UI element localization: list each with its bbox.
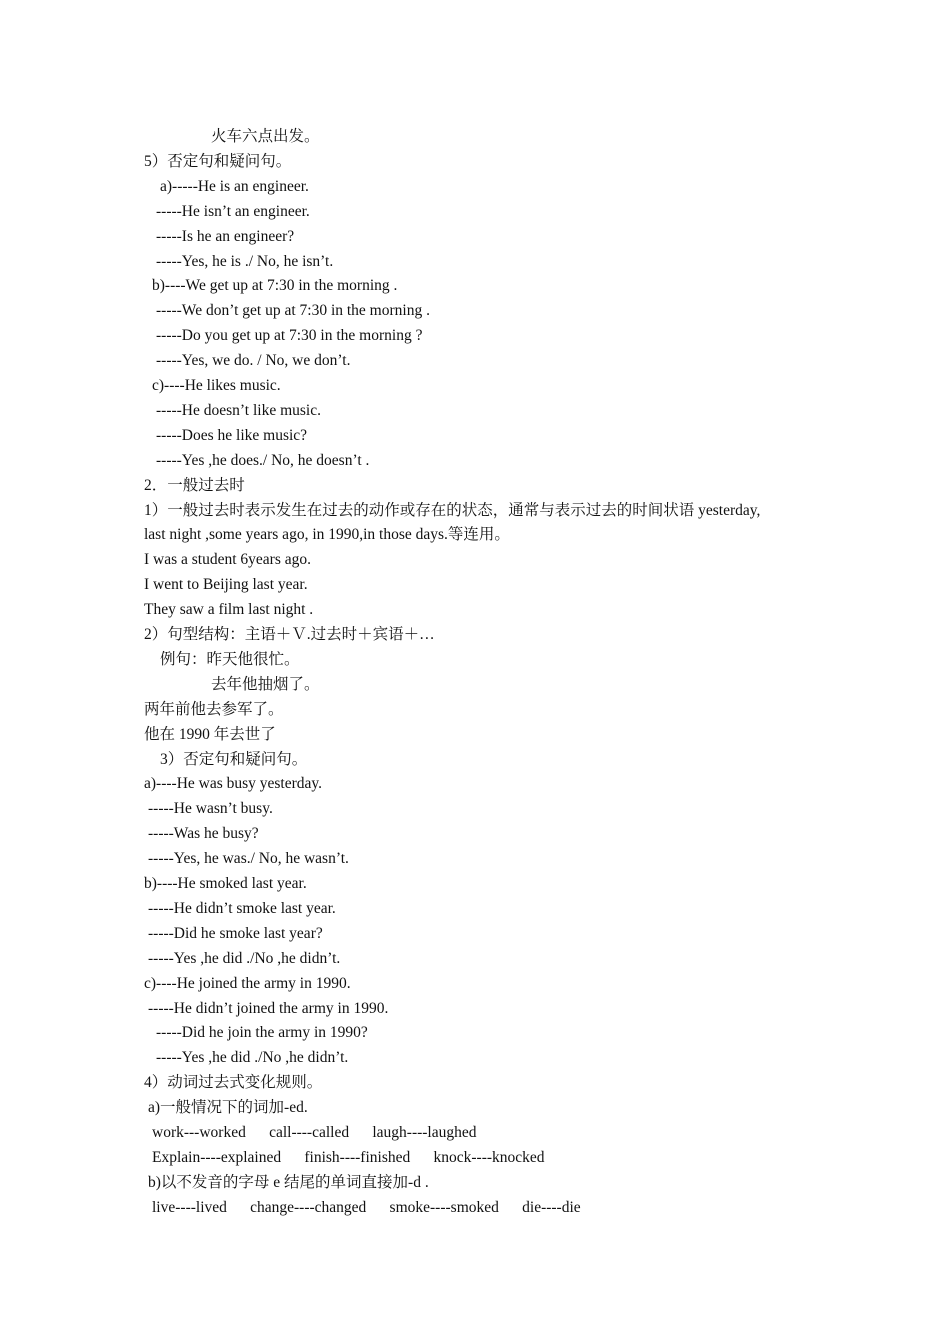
text-line: a)-----He is an engineer.: [160, 177, 309, 195]
text-line: c)----He likes music.: [152, 377, 281, 394]
text-line: -----Yes ,he does./ No, he doesn’t .: [156, 451, 370, 469]
section-heading: 2．一般过去时: [144, 476, 245, 494]
text-line: a)一般情况下的词加-ed.: [148, 1099, 308, 1117]
text-line: b)----He smoked last year.: [144, 875, 307, 892]
text-line: -----Do you get up at 7:30 in the morning ?: [156, 327, 423, 345]
text-line: c)----He joined the army in 1990.: [144, 974, 351, 992]
text-line: Explain----explained finish----finished knock----knocked: [152, 1148, 545, 1166]
text-line: 3）否定句和疑问句。: [160, 750, 308, 768]
text-line: a)----He was busy yesterday.: [144, 775, 323, 793]
text-line: -----He wasn’t busy.: [148, 800, 273, 818]
text-line: -----Yes ,he did ./No ,he didn’t.: [148, 949, 341, 967]
text-line: 5）否定句和疑问句。: [144, 152, 292, 170]
text-line: -----Is he an engineer?: [156, 227, 295, 245]
text-line: -----He didn’t smoke last year.: [148, 899, 336, 917]
text-line: 两年前他去参军了。: [144, 700, 284, 718]
text-line: 火车六点出发。: [211, 128, 320, 145]
text-line: They saw a film last night .: [144, 601, 314, 619]
text-line: -----He didn’t joined the army in 1990.: [148, 999, 389, 1017]
text-line: -----Did he smoke last year?: [148, 924, 323, 942]
text-line: -----Yes, he was./ No, he wasn’t.: [148, 850, 349, 868]
text-line: 去年他抽烟了。: [211, 675, 320, 693]
text-line: live----lived change----changed smoke----smoked die----die: [152, 1198, 581, 1216]
text-line: -----Did he join the army in 1990?: [156, 1024, 368, 1042]
text-line: -----Was he busy?: [148, 825, 259, 843]
text-line: b)----We get up at 7:30 in the morning .: [152, 277, 398, 295]
text-line: I went to Beijing last year.: [144, 576, 308, 594]
text-line: 4）动词过去式变化规则。: [144, 1074, 323, 1092]
text-line: -----Yes ,he did ./No ,he didn’t.: [156, 1049, 349, 1067]
text-line: -----Does he like music?: [156, 426, 308, 444]
text-line: work---worked call----called laugh----laughed: [152, 1124, 477, 1141]
text-line: -----He doesn’t like music.: [156, 401, 321, 419]
text-line: -----He isn’t an engineer.: [156, 202, 310, 220]
text-line: 例句：昨天他很忙。: [160, 650, 300, 668]
text-line: 他在 1990 年去世了: [144, 725, 276, 743]
text-line: -----Yes, he is ./ No, he isn’t.: [156, 252, 334, 270]
text-line: -----We don’t get up at 7:30 in the morning .: [156, 302, 430, 320]
text-line: 2）句型结构：主语＋Ｖ.过去时＋宾语＋…: [144, 626, 435, 643]
text-line: last night ,some years ago, in 1990,in those days.等连用。: [144, 526, 510, 544]
text-line: -----Yes, we do. / No, we don’t.: [156, 352, 351, 370]
text-line: I was a student 6years ago.: [144, 551, 312, 569]
text-line: 1）一般过去时表示发生在过去的动作或存在的状态，通常与表示过去的时间状语 yesterday,: [144, 501, 761, 519]
text-line: b)以不发音的字母 e 结尾的单词直接加-d .: [148, 1173, 429, 1191]
